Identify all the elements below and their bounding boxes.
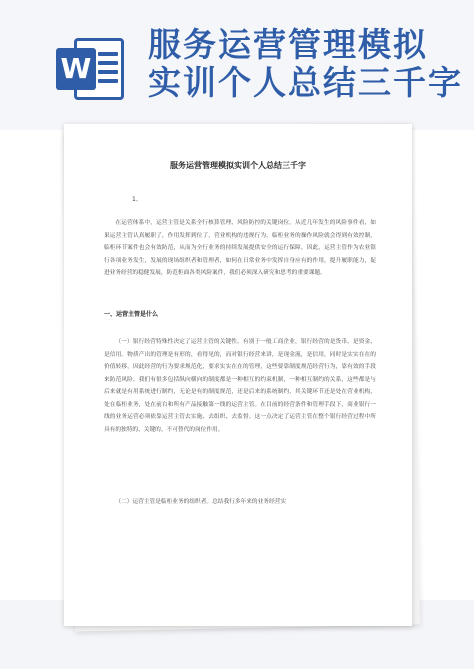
section-heading: 一、运营主管是什么 [104, 311, 159, 318]
document-lines-icon [98, 52, 118, 88]
paragraph-intro: 在运营体系中，运营主管是关系全行核算管理、风险防控的关键岗位。从近几年发生的风险事件看，如果运营主管认真履职了，作用发挥到位了，营业机构的违规行为，临柜业务的操作风险就会得到有效控制，临柜环节案件也会有效防范，从而为全行业务的持续发展提供安全的运行保障。因此，运营主管作为农业银行各项业务发生，发展的现场组织者和管理者，如何在日常业务中发挥自身应有的作用，提升履职能力，促进业务经营的稳健发展，防范柜面各类风险案件，我们必须深入研究和思考的重要课题。 [104, 220, 376, 276]
word-document-icon [56, 38, 126, 100]
promo-title-line-1: 服务运营管理模拟 [148, 25, 428, 64]
paragraph-one: （一）银行经营特殊性决定了运营主管的关键性。有别于一般工商企业，银行经营的是货币、是资金、是信用。物质产出的管理是有形的，看得见的，而对银行经营来讲，是现金流，是信用，同时是实实在在的价值转移，因此经营的行为要求规范化，要求实实在在的管理，这些要靠制度规范经营行为，靠有效的手段来防范风险。我们有很多包括纵向横向的制度都是一种相互的约束机制，一种相互制约的关系，这些都是与后来就是有用系统进行制约，无论是有的制度规范，还是后来的系统制约，其关键环节还是处在营业机构，处在临柜业务，处在前台和所有产品接触第一线的运营主管。在目前的经营条件和管理手段下，商业银行一线的业务运营必须依靠运营主管去实施、去组织、去监督。这一点决定了运营主管在整个银行经营过程中所具有的独特的、关键的、不可替代的岗位作用。 [104, 339, 376, 433]
promo-title-line-2: 实训个人总结三千字 [148, 63, 463, 102]
word-letter-icon: W [56, 48, 96, 90]
document-page [64, 124, 412, 626]
document-title: 服务运营管理模拟实训个人总结三千字 [170, 161, 306, 170]
promo-title [148, 26, 464, 102]
paragraph-two: （二）运营主管是临柜业务的组织者。总结我行多年来的业务经营实 [115, 499, 287, 505]
section-number: 1、 [132, 196, 142, 203]
